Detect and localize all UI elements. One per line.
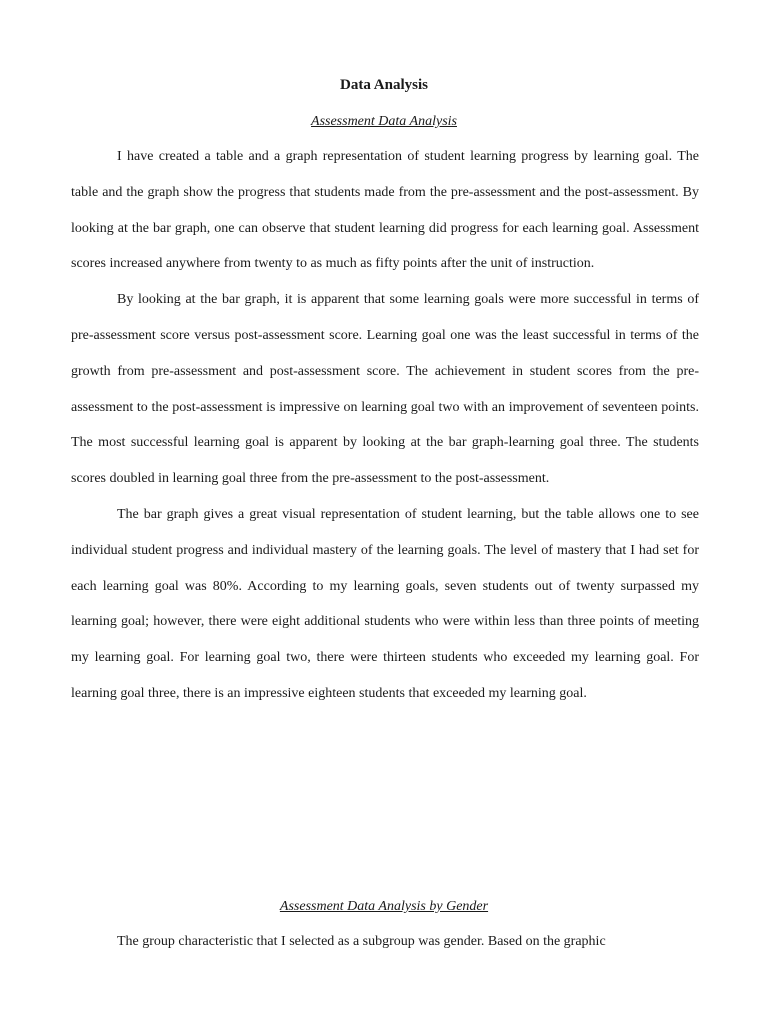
section-heading-assessment-data-analysis-by-gender: Assessment Data Analysis by Gender xyxy=(279,899,489,914)
section-body-gender xyxy=(71,924,699,960)
section-heading-assessment-data-analysis: Assessment Data Analysis xyxy=(311,114,457,129)
paragraph-gender-1: The group characteristic that I selected as a subgroup was gender. Based on the graphic xyxy=(117,934,606,949)
page-title: Data Analysis xyxy=(340,77,428,93)
paragraph-1: I have created a table and a graph representation of student learning progress by learning goal. The table and the graph show the progress that students made from the pre-assessment and the post-assessment. By looking at the bar graph, one can observe that student learning did progress for each learning goal. Assessment scores increased anywhere from twenty to as much as fifty points after the unit of instruction. xyxy=(71,149,699,272)
paragraph-3: The bar graph gives a great visual representation of student learning, but the table allows one to see individual student progress and individual mastery of the learning goals. The level of mastery that I had set for each learning goal was 80%. According to my learning goals, seven students out of twenty surpassed my learning goal; however, there were eight additional students who were within less than three points of meeting my learning goal. For learning goal two, there were thirteen students who exceeded my learning goal. For learning goal three, there is an impressive eighteen students that exceeded my learning goal. xyxy=(71,506,699,701)
section-body-assessment-data-analysis xyxy=(71,139,699,712)
paragraph-2: By looking at the bar graph, it is apparent that some learning goals were more successful in terms of pre-assessment score versus post-assessment score. Learning goal one was the least successful in terms of the growth from pre-assessment and post-assessment score. The achievement in student scores from the pre-assessment to the post-assessment is impressive on learning goal two with an improvement of seventeen points. The most successful learning goal is apparent by looking at the bar graph-learning goal three. The students scores doubled in learning goal three from the pre-assessment to the post-assessment. xyxy=(71,292,699,487)
